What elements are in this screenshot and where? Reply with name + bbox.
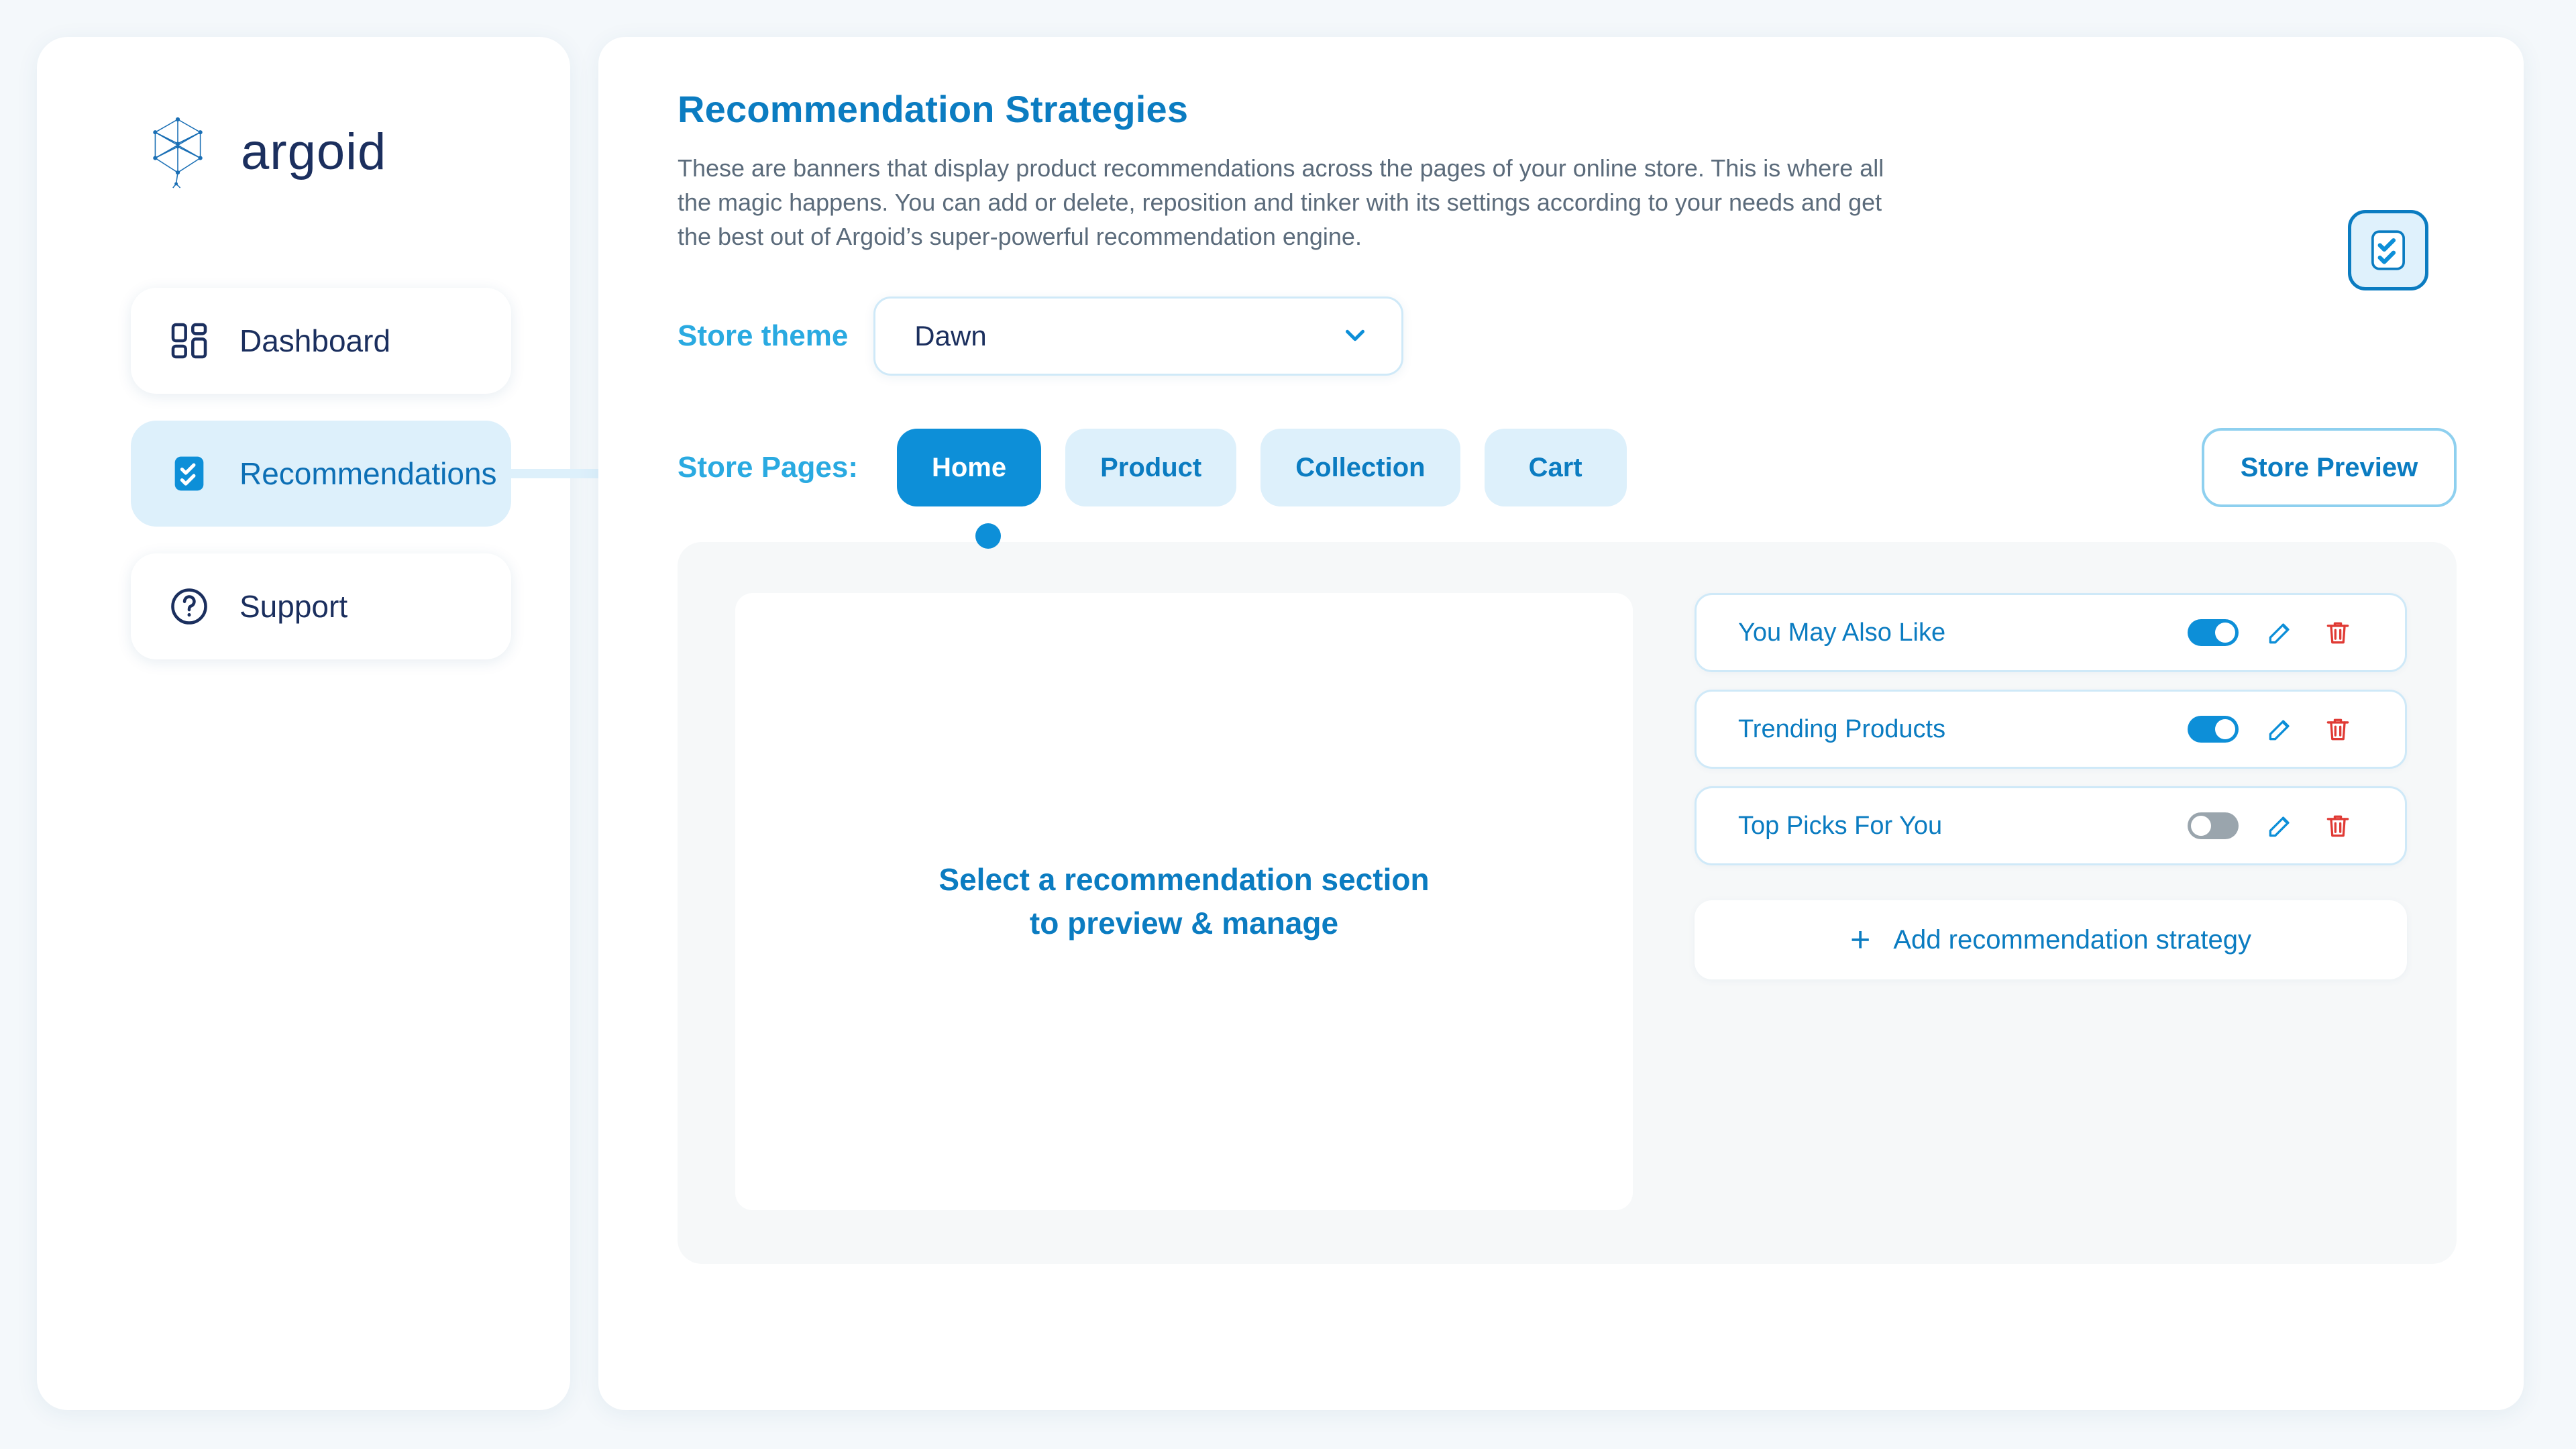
edit-icon[interactable]	[2264, 616, 2296, 649]
delete-icon[interactable]	[2322, 616, 2354, 649]
page-title: Recommendation Strategies	[678, 88, 1189, 130]
strategy-name: Top Picks For You	[1738, 811, 1943, 840]
strategy-name: Trending Products	[1738, 714, 1946, 743]
sidebar-item-label: Support	[239, 589, 348, 624]
sidebar-item-label: Dashboard	[239, 323, 391, 358]
strategy-toggle[interactable]	[2188, 812, 2239, 839]
toggle-knob	[2215, 719, 2235, 739]
sidebar	[37, 37, 570, 1410]
chevron-down-icon	[1340, 319, 1371, 354]
store-theme-label: Store theme	[678, 319, 849, 353]
add-recommendation-strategy-label: Add recommendation strategy	[1893, 924, 2251, 955]
tab-home[interactable]	[897, 429, 1041, 506]
strategy-list	[1695, 593, 2407, 1210]
tab-label: Cart	[1528, 452, 1582, 482]
main-panel	[598, 37, 2524, 1410]
toggle-knob	[2215, 623, 2235, 643]
store-theme-select[interactable]	[873, 297, 1403, 376]
strategy-actions	[2188, 616, 2354, 649]
add-recommendation-strategy-button[interactable]	[1695, 900, 2407, 979]
preview-placeholder-line2: to preview & manage	[1029, 906, 1339, 941]
tab-cart[interactable]	[1485, 429, 1627, 506]
active-tab-indicator-dot	[975, 523, 1001, 549]
recommendations-badge-icon	[2348, 210, 2428, 290]
delete-icon[interactable]	[2322, 713, 2354, 745]
preview-placeholder-text	[938, 858, 1429, 946]
store-pages-row	[678, 428, 2457, 507]
argoid-brain-logo-icon	[138, 111, 218, 192]
tab-label: Collection	[1295, 452, 1426, 482]
store-preview-label: Store Preview	[2240, 452, 2418, 482]
strategy-actions	[2188, 810, 2354, 842]
sidebar-item-dashboard[interactable]	[131, 288, 511, 394]
preview-placeholder-line1: Select a recommendation section	[938, 862, 1430, 898]
tab-label: Product	[1100, 452, 1202, 482]
sidebar-item-recommendations[interactable]	[131, 421, 511, 527]
recommendations-checklist-icon	[164, 449, 214, 498]
sidebar-item-support[interactable]	[131, 553, 511, 659]
dashboard-grid-icon	[164, 316, 214, 366]
tab-collection[interactable]	[1260, 429, 1460, 506]
strategy-row[interactable]	[1695, 690, 2407, 769]
plus-icon: +	[1850, 920, 1871, 960]
store-pages-label: Store Pages:	[678, 451, 858, 484]
main-content	[598, 87, 2524, 507]
question-circle-icon	[164, 582, 214, 631]
board-wrap	[598, 542, 2524, 1264]
brand	[37, 101, 570, 202]
strategy-row[interactable]	[1695, 593, 2407, 672]
recommendations-board	[678, 542, 2457, 1264]
store-preview-button[interactable]	[2202, 428, 2457, 507]
tab-label: Home	[931, 452, 1007, 482]
strategy-row[interactable]	[1695, 786, 2407, 865]
sidebar-item-label: Recommendations	[239, 456, 497, 491]
strategy-actions	[2188, 713, 2354, 745]
strategy-name: You May Also Like	[1738, 618, 1946, 647]
page-description: These are banners that display product recommendations across the pages of your online store. This is where all the magic happens. You can add or delete, reposition and tinker with its settings according to your needs and get the best out of Argoid’s super-powerful recommendation engine.	[678, 154, 1884, 251]
strategy-toggle[interactable]	[2188, 619, 2239, 646]
toggle-knob	[2191, 816, 2211, 836]
store-theme-row	[678, 297, 2457, 376]
edit-icon[interactable]	[2264, 810, 2296, 842]
store-theme-value: Dawn	[914, 320, 987, 352]
delete-icon[interactable]	[2322, 810, 2354, 842]
edit-icon[interactable]	[2264, 713, 2296, 745]
preview-pane	[735, 593, 1633, 1210]
sidebar-nav	[37, 288, 570, 659]
tab-product[interactable]	[1065, 429, 1236, 506]
brand-name: argoid	[241, 123, 387, 180]
strategy-toggle[interactable]	[2188, 716, 2239, 743]
